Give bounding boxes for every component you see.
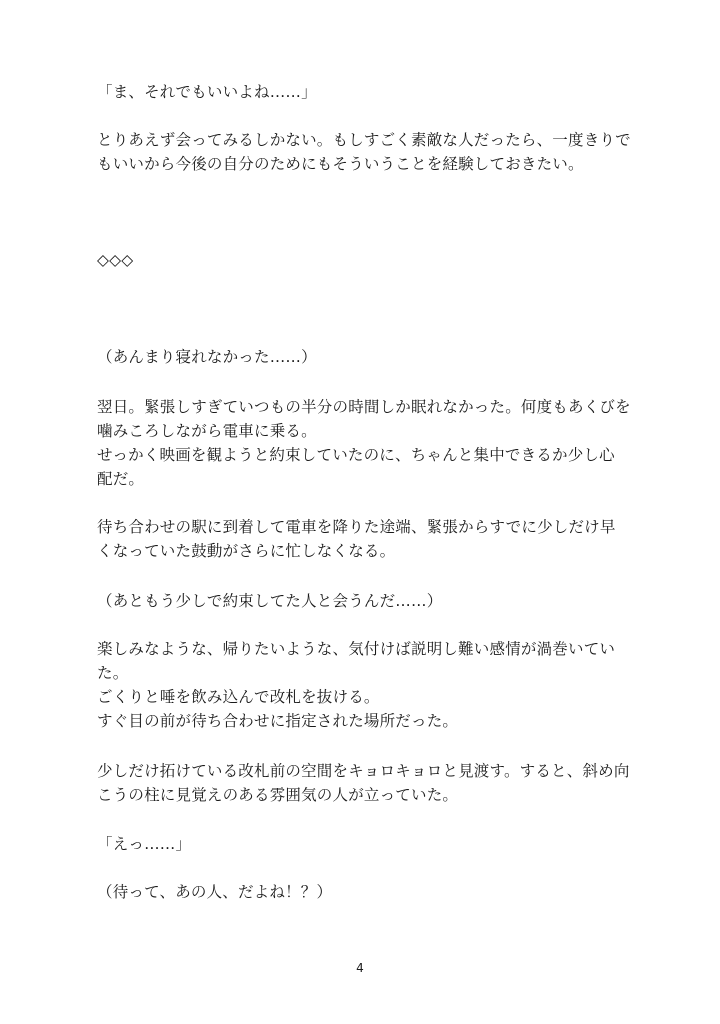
text-line: ごくりと唾を飲み込んで改札を抜ける。 [97,688,380,706]
text-line: くなっていた鼓動がさらに忙しなくなる。 [97,542,396,560]
text-line: 翌日。緊張しすぎていつもの半分の時間しか眠れなかった。何度もあくびを [97,398,631,416]
text-line: 配だ。 [97,470,145,488]
text-line: 少しだけ拓けている改札前の空間をキョロキョロと見渡す。すると、斜め向 [97,762,630,780]
text-line: せっかく映画を観ようと約束していたのに、ちゃんと集中できるか少し心 [97,446,615,464]
text-line: 楽しみなような、帰りたいような、気付けば説明し難い感情が渦巻いてい [97,640,616,658]
page-number: 4 [356,961,364,975]
text-line: こうの柱に見覚えのある雰囲気の人が立っていた。 [97,786,459,804]
text-line: （待って、あの人、だよね！？） [97,883,333,901]
text-line: 「ま、それでもいいよね……」 [97,83,317,101]
text-line: 「えっ……」 [97,835,192,853]
text-line: （あともう少しで約束してた人と会うんだ……） [97,592,443,610]
text-line: もいいから今後の自分のためにもそういうことを経験しておきたい。 [97,155,584,173]
text-line: 待ち合わせの駅に到着して電車を降りた途端、緊張からすでに少しだけ早 [97,518,616,536]
text-line: （あんまり寝れなかった……） [97,348,317,366]
text-line: とりあえず会ってみるしかない。もしすごく素敵な人だったら、一度きりで [97,131,631,149]
text-line: すぐ目の前が待ち合わせに指定された場所だった。 [97,712,459,730]
text-line: た。 [97,664,129,682]
text-line: 噛みころしながら電車に乗る。 [97,422,317,440]
section-break: ◇◇◇ [97,251,134,269]
